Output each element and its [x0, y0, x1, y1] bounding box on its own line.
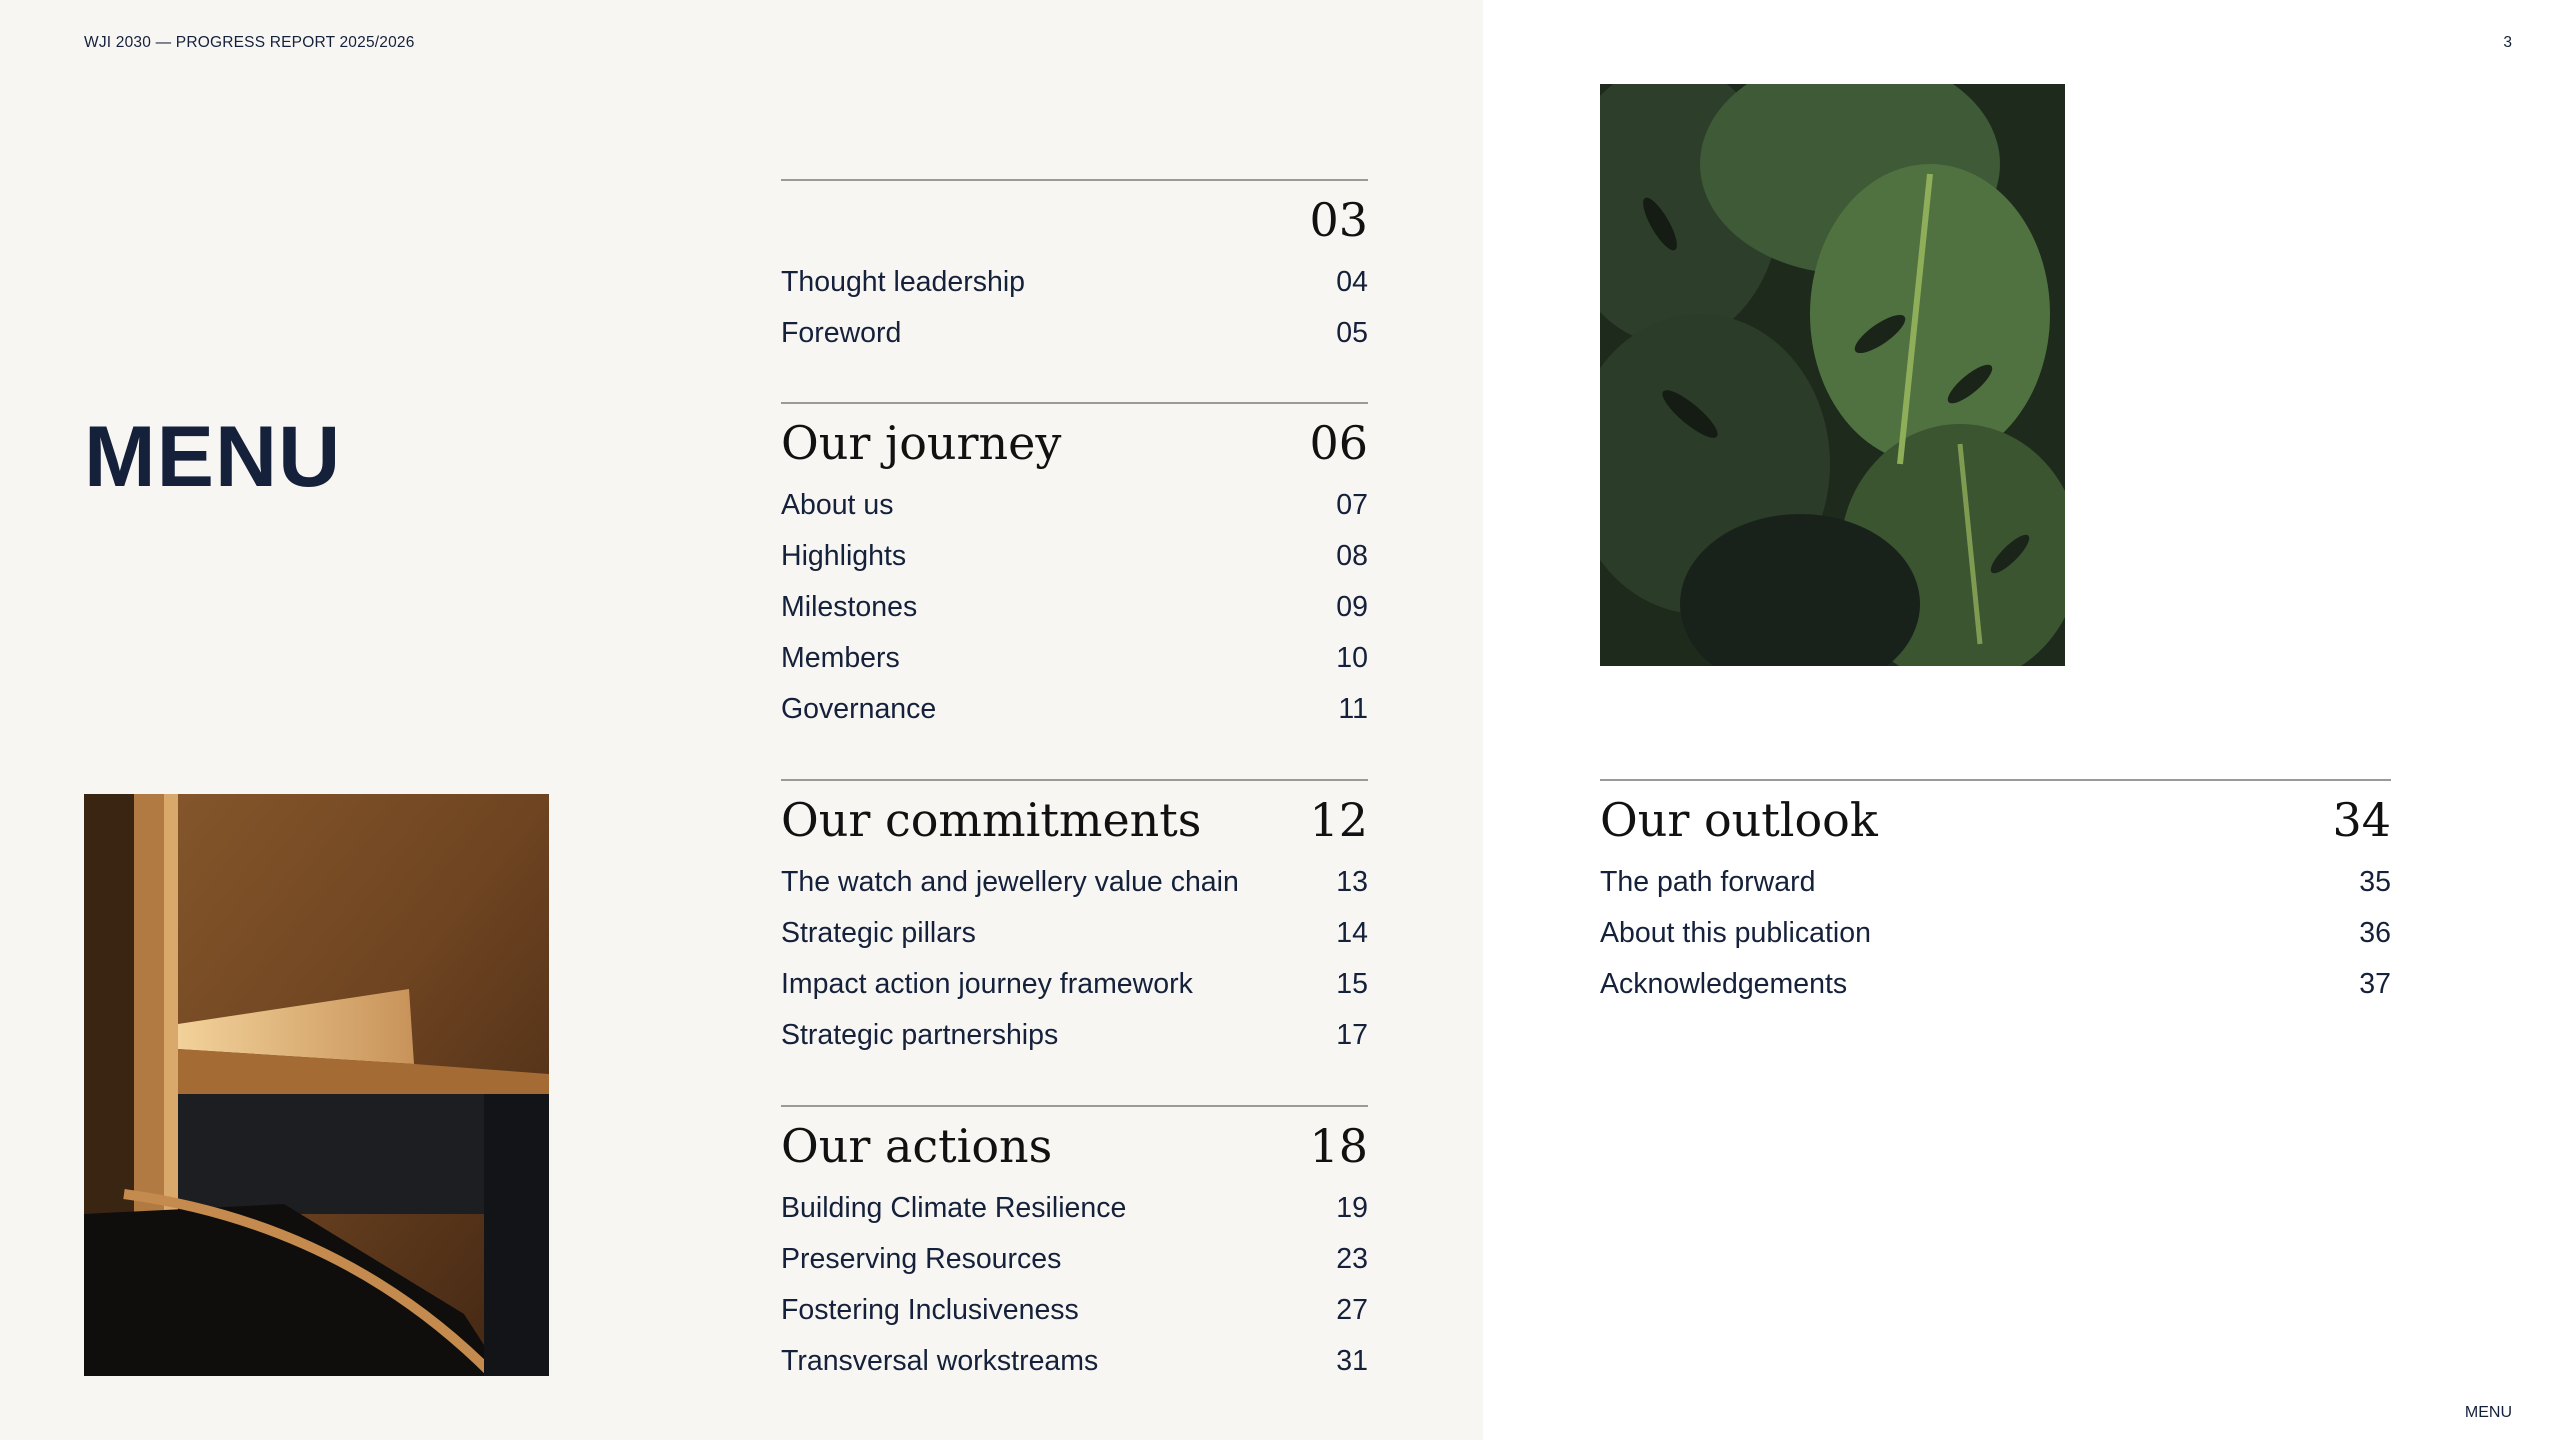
toc-item[interactable]: [1600, 959, 2391, 1010]
section-page[interactable]: 03: [1309, 193, 1368, 247]
section-divider: [1600, 779, 2391, 781]
section-heading[interactable]: [781, 416, 1368, 478]
toc-item[interactable]: [781, 1183, 1368, 1234]
toc-item-label: Members: [781, 642, 900, 674]
toc-item-label: Highlights: [781, 540, 907, 572]
toc-item[interactable]: [781, 257, 1368, 308]
section-title: Our actions: [781, 1119, 1053, 1173]
toc-item[interactable]: [781, 959, 1368, 1010]
toc-item-label: Strategic partnerships: [781, 1019, 1059, 1051]
section-page: 12: [1309, 793, 1368, 847]
section-heading[interactable]: [781, 1119, 1368, 1181]
section-heading: [781, 193, 1368, 255]
toc-item-label: About us: [781, 489, 894, 521]
toc-item-page: 36: [2359, 917, 2391, 949]
toc-item-label: Building Climate Resilience: [781, 1192, 1127, 1224]
toc-item[interactable]: [781, 684, 1368, 735]
section-heading[interactable]: [1600, 793, 2391, 855]
toc-item[interactable]: [781, 582, 1368, 633]
toc-item-page: 10: [1336, 642, 1368, 674]
section-divider: [781, 1105, 1368, 1107]
toc-item[interactable]: [781, 1234, 1368, 1285]
toc-item-label: Governance: [781, 693, 937, 725]
toc-item-label: Acknowledgements: [1600, 968, 1848, 1000]
toc-item[interactable]: [1600, 908, 2391, 959]
toc-item-label: Strategic pillars: [781, 917, 976, 949]
toc-item[interactable]: [781, 633, 1368, 684]
toc-item-page: 37: [2359, 968, 2391, 1000]
toc-section-journey: [781, 402, 1368, 735]
section-page: 34: [2332, 793, 2391, 847]
toc-item-page: 23: [1336, 1243, 1368, 1275]
toc-item-page: 14: [1336, 917, 1368, 949]
toc-item-page: 04: [1336, 266, 1368, 298]
section-title: Our commitments: [781, 793, 1202, 847]
toc-item[interactable]: [781, 857, 1368, 908]
section-title: Our journey: [781, 416, 1062, 470]
toc-item-label: The path forward: [1600, 866, 1816, 898]
toc-item-page: 35: [2359, 866, 2391, 898]
toc-item-page: 13: [1336, 866, 1368, 898]
toc-item[interactable]: [781, 908, 1368, 959]
section-divider: [781, 179, 1368, 181]
toc-item[interactable]: [781, 480, 1368, 531]
toc-section-intro: [781, 179, 1368, 359]
section-page: 06: [1309, 416, 1368, 470]
toc-item[interactable]: [781, 1336, 1368, 1387]
toc-item-label: Impact action journey framework: [781, 968, 1193, 1000]
toc-item-page: 05: [1336, 317, 1368, 349]
page-title: MENU: [84, 409, 342, 505]
toc-item-label: The watch and jewellery value chain: [781, 866, 1239, 898]
toc-item-label: Preserving Resources: [781, 1243, 1062, 1275]
toc-item[interactable]: [781, 1285, 1368, 1336]
toc-item-label: Milestones: [781, 591, 918, 623]
running-head: WJI 2030 — PROGRESS REPORT 2025/2026: [84, 34, 415, 51]
toc-item-label: Thought leadership: [781, 266, 1026, 298]
monstera-leaves-photo: [1600, 84, 2065, 666]
footer-menu-link[interactable]: MENU: [2464, 1404, 2512, 1421]
toc-item-label: About this publication: [1600, 917, 1871, 949]
toc-item[interactable]: [781, 308, 1368, 359]
toc-item-page: 07: [1336, 489, 1368, 521]
section-divider: [781, 779, 1368, 781]
architecture-photo: [84, 794, 549, 1376]
toc-item-page: 27: [1336, 1294, 1368, 1326]
page-number: 3: [2503, 34, 2512, 51]
toc-item-label: Transversal workstreams: [781, 1345, 1099, 1377]
toc-item-label: Foreword: [781, 317, 902, 349]
toc-section-commitments: [781, 779, 1368, 1061]
toc-item-page: 09: [1336, 591, 1368, 623]
toc-item[interactable]: [781, 531, 1368, 582]
toc-section-actions: [781, 1105, 1368, 1387]
section-title: Our outlook: [1600, 793, 1878, 847]
section-divider: [781, 402, 1368, 404]
toc-item-label: Fostering Inclusiveness: [781, 1294, 1079, 1326]
section-page: 18: [1309, 1119, 1368, 1173]
toc-item-page: 15: [1336, 968, 1368, 1000]
toc-section-outlook: [1600, 779, 2391, 1010]
toc-item-page: 08: [1336, 540, 1368, 572]
toc-item-page: 31: [1336, 1345, 1368, 1377]
toc-item-page: 11: [1338, 693, 1368, 725]
toc-item-page: 17: [1336, 1019, 1368, 1051]
toc-item[interactable]: [781, 1010, 1368, 1061]
toc-item-page: 19: [1336, 1192, 1368, 1224]
section-heading[interactable]: [781, 793, 1368, 855]
toc-item[interactable]: [1600, 857, 2391, 908]
